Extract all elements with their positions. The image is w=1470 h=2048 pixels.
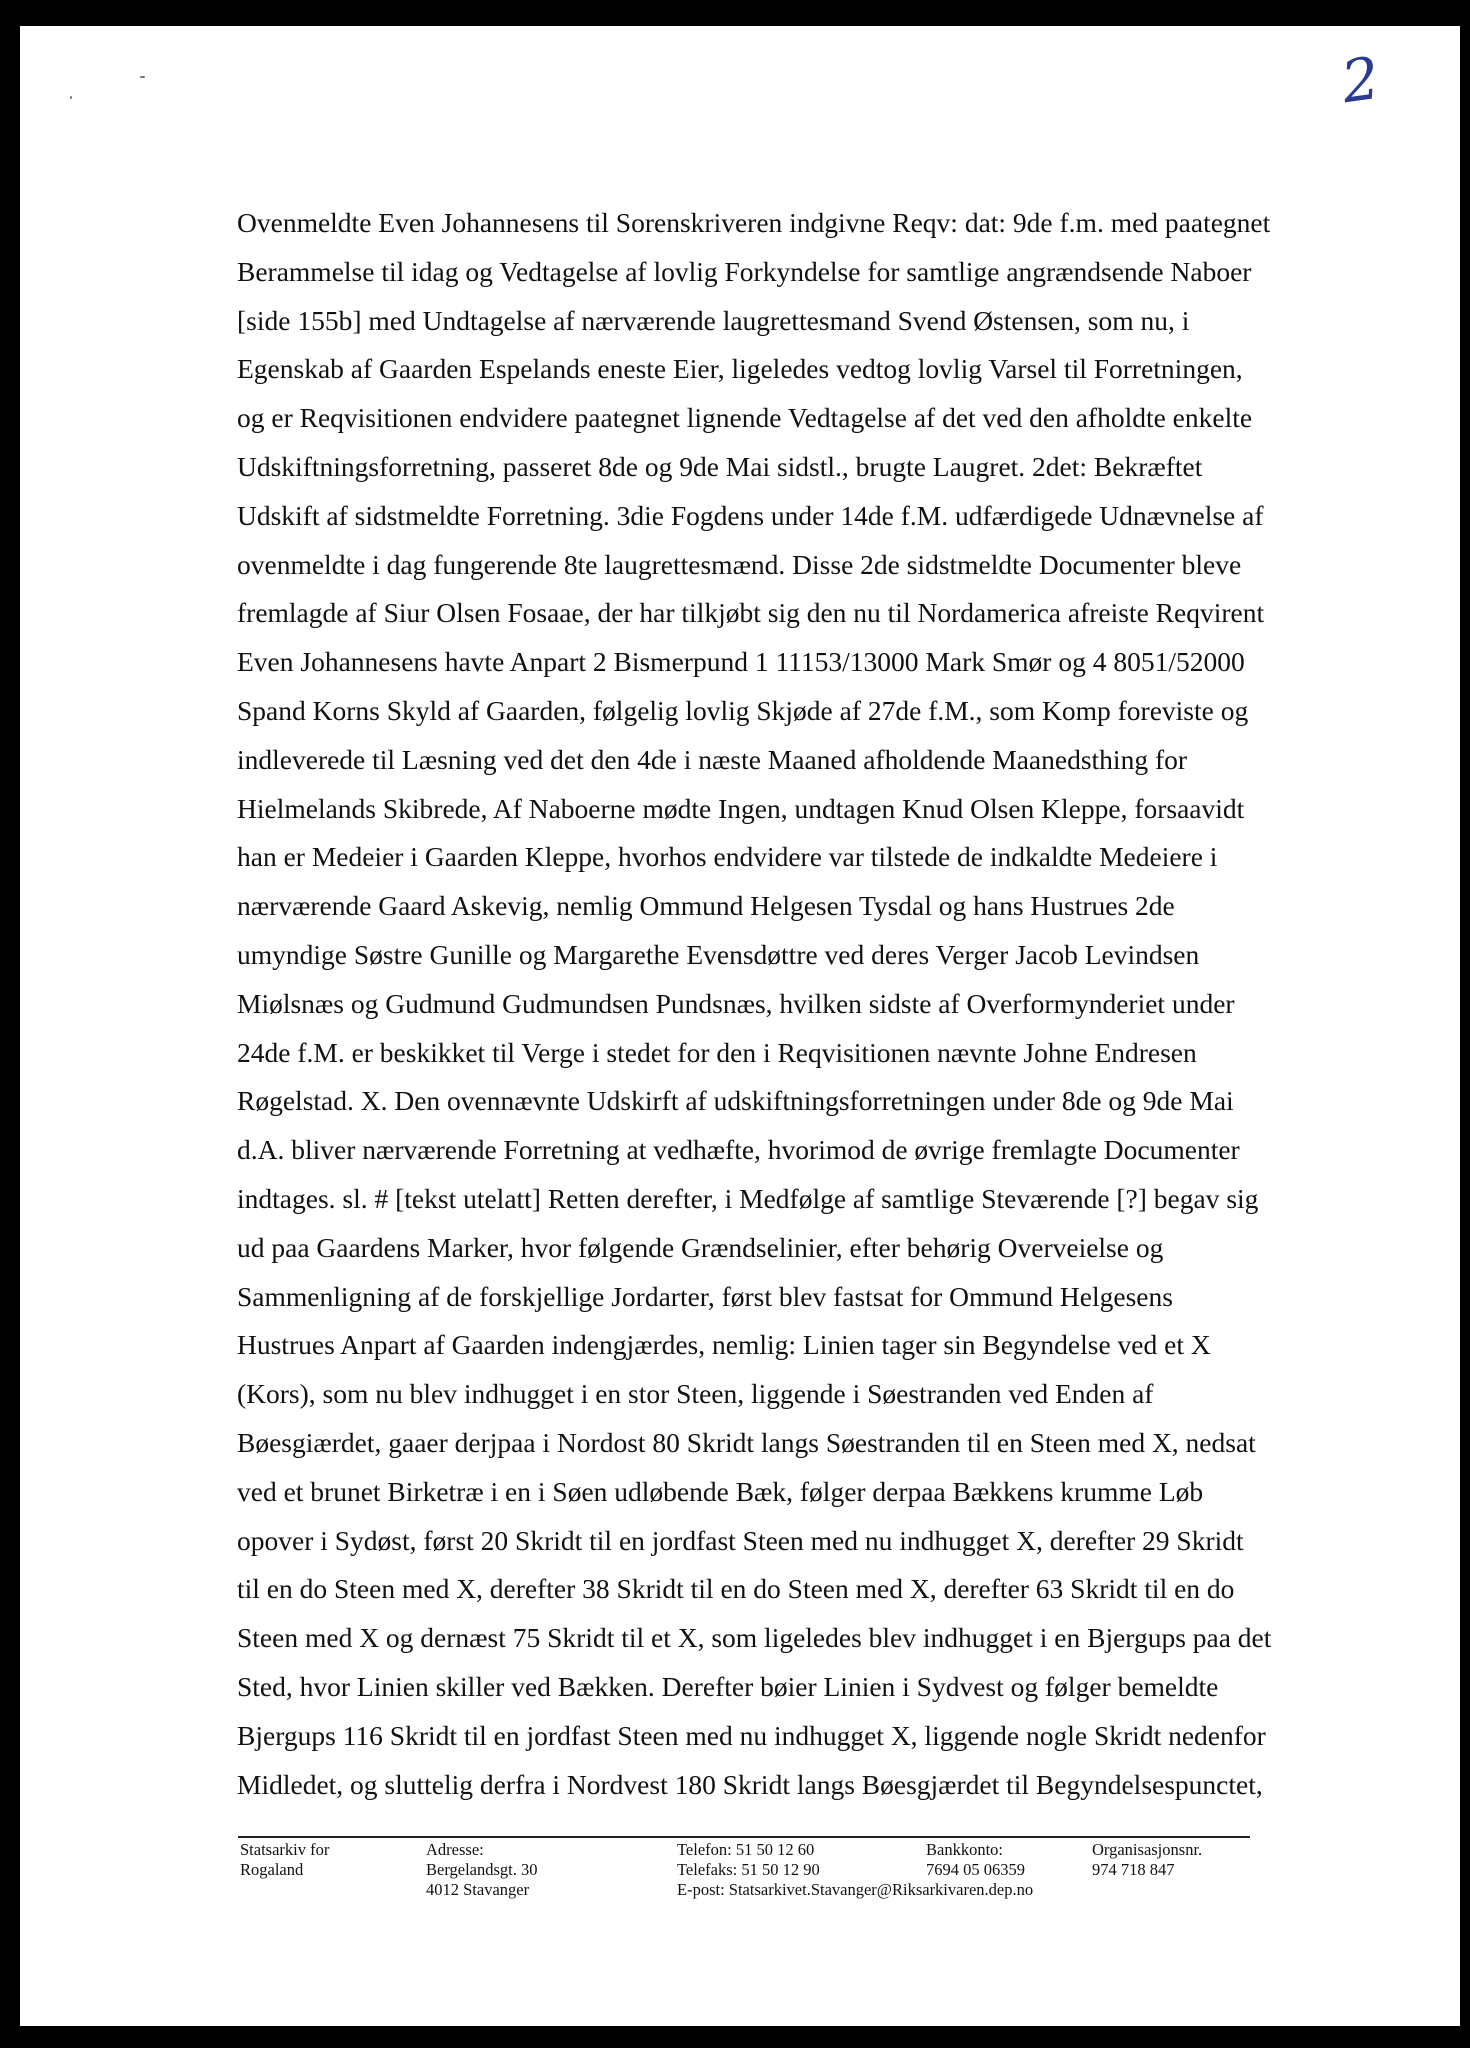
text-line: d.A. bliver nærværende Forretning at vedhæfte, hvorimod de øvrige fremlagte Documenter <box>237 1134 1240 1166</box>
text-line: Berammelse til idag og Vedtagelse af lovlig Forkyndelse for samtlige angrændsende Naboer <box>237 255 1252 287</box>
text-line: nærværende Gaard Askevig, nemlig Ommund Helgesen Tysdal og hans Hustrues 2de <box>237 890 1175 922</box>
text-line: Spand Korns Skyld af Gaarden, følgelig lovlig Skjøde af 27de f.M., som Komp foreviste og <box>237 694 1249 726</box>
document-page <box>20 26 1460 2026</box>
footer-line: Organisasjonsnr. <box>1092 1840 1203 1859</box>
text-line: Midledet, og sluttelig derfra i Nordvest 180 Skridt langs Bøesgjærdet til Begyndelsespunctet, <box>237 1768 1263 1800</box>
footer-line: 974 718 847 <box>1092 1860 1175 1879</box>
text-line: Røgelstad. X. Den ovennævnte Udskirft af udskiftningsforretningen under 8de og 9de Mai <box>237 1085 1234 1117</box>
text-line: [side 155b] med Undtagelse af nærværende laugrettesmand Svend Østensen, som nu, i <box>237 304 1190 336</box>
footer-bank-account <box>926 1840 1025 1880</box>
footer-line: Telefon: 51 50 12 60 <box>677 1840 815 1859</box>
footer-line: 4012 Stavanger <box>426 1880 530 1899</box>
footer-institution <box>240 1840 329 1880</box>
text-line: indtages. sl. # [tekst utelatt] Retten derefter, i Medfølge af samtlige Steværende [?] begav sig <box>237 1182 1259 1214</box>
text-line: fremlagde af Siur Olsen Fosaae, der har tilkjøbt sig den nu til Nordamerica afreiste Reqvirent <box>237 597 1265 629</box>
text-line: opover i Sydøst, først 20 Skridt til en jordfast Steen med nu indhugget X, derefter 29 Skridt <box>237 1524 1244 1556</box>
footer-line: Telefaks: 51 50 12 90 <box>677 1860 820 1879</box>
text-line: Even Johannesens havte Anpart 2 Bismerpund 1 11153/13000 Mark Smør og 4 8051/52000 <box>237 646 1245 678</box>
footer-line: Bankkonto: <box>926 1840 1003 1859</box>
text-line: ud paa Gaardens Marker, hvor følgende Grændselinier, efter behørig Overveielse og <box>237 1231 1164 1263</box>
text-line: umyndige Søstre Gunille og Margarethe Evensdøttre ved deres Verger Jacob Levindsen <box>237 938 1200 970</box>
text-line: Bøesgiærdet, gaaer derjpaa i Nordost 80 Skridt langs Søestranden til en Steen med X, nedsat <box>237 1426 1256 1458</box>
text-line: han er Medeier i Gaarden Kleppe, hvorhos endvidere var tilstede de indkaldte Medeiere i <box>237 841 1218 873</box>
text-line: 24de f.M. er beskikket til Verge i stedet for den i Reqvisitionen nævnte Johne Endresen <box>237 1036 1197 1068</box>
text-line: Bjergups 116 Skridt til en jordfast Steen med nu indhugget X, liggende nogle Skridt nedenfor <box>237 1719 1266 1751</box>
footer-address <box>426 1840 538 1900</box>
text-line: Sammenligning af de forskjellige Jordarter, først blev fastsat for Ommund Helgesens <box>237 1280 1173 1312</box>
text-line: til en do Steen med X, derefter 38 Skridt til en do Steen med X, derefter 63 Skridt til en do <box>237 1573 1235 1605</box>
text-line: Sted, hvor Linien skiller ved Bækken. Derefter bøier Linien i Sydvest og følger bemeldte <box>237 1670 1219 1702</box>
handwritten-page-number: 2 <box>1337 43 1384 117</box>
text-line: Udskift af sidstmeldte Forretning. 3die Fogdens under 14de f.M. udfærdigede Udnævnelse af <box>237 499 1264 531</box>
footer-line: Bergelandsgt. 30 <box>426 1860 538 1879</box>
footer-line: Statsarkiv for <box>240 1840 330 1859</box>
body-text <box>237 199 1329 1809</box>
footer-line: Adresse: <box>426 1840 484 1859</box>
text-line: indleverede til Læsning ved det den 4de i næste Maaned afholdende Maanedsthing for <box>237 743 1188 775</box>
text-line: Egenskab af Gaarden Espelands eneste Eier, ligeledes vedtog lovlig Varsel til Forretningen, <box>237 353 1243 385</box>
text-line: ovenmeldte i dag fungerende 8te laugrettesmænd. Disse 2de sidstmeldte Documenter bleve <box>237 548 1242 580</box>
footer-divider <box>238 1836 1250 1838</box>
text-line: Udskiftningsforretning, passeret 8de og 9de Mai sidstl., brugte Laugret. 2det: Bekræftet <box>237 450 1203 482</box>
text-line: Ovenmeldte Even Johannesens til Sorenskriveren indgivne Reqv: dat: 9de f.m. med paategnet <box>237 207 1271 238</box>
footer-org-number <box>1092 1840 1202 1880</box>
text-line: Hustrues Anpart af Gaarden indengjærdes, nemlig: Linien tager sin Begyndelse ved et X <box>237 1329 1211 1361</box>
footer-line: Rogaland <box>240 1860 304 1879</box>
footer-line: 7694 05 06359 <box>926 1860 1025 1879</box>
footer-line: E-post: Statsarkivet.Stavanger@Riksarkivaren.dep.no <box>677 1880 1034 1899</box>
text-line: ved et brunet Birketræ i en i Søen udløbende Bæk, følger derpaa Bækkens krumme Løb <box>237 1475 1204 1507</box>
text-line: Steen med X og dernæst 75 Skridt til et X, som ligeledes blev indhugget i en Bjergups paa det <box>237 1622 1272 1654</box>
text-line: og er Reqvisitionen endvidere paategnet lignende Vedtagelse af det ved den afholdte enkelte <box>237 402 1253 434</box>
text-line: Hielmelands Skibrede, Af Naboerne mødte Ingen, undtagen Knud Olsen Kleppe, forsaavidt <box>237 792 1245 824</box>
text-line: Miølsnæs og Gudmund Gudmundsen Pundsnæs, hvilken sidste af Overformynderiet under <box>237 987 1235 1019</box>
scan-speck <box>70 96 72 99</box>
text-line: (Kors), som nu blev indhugget i en stor Steen, liggende i Søestranden ved Enden af <box>237 1378 1154 1410</box>
scan-speck <box>140 76 145 78</box>
